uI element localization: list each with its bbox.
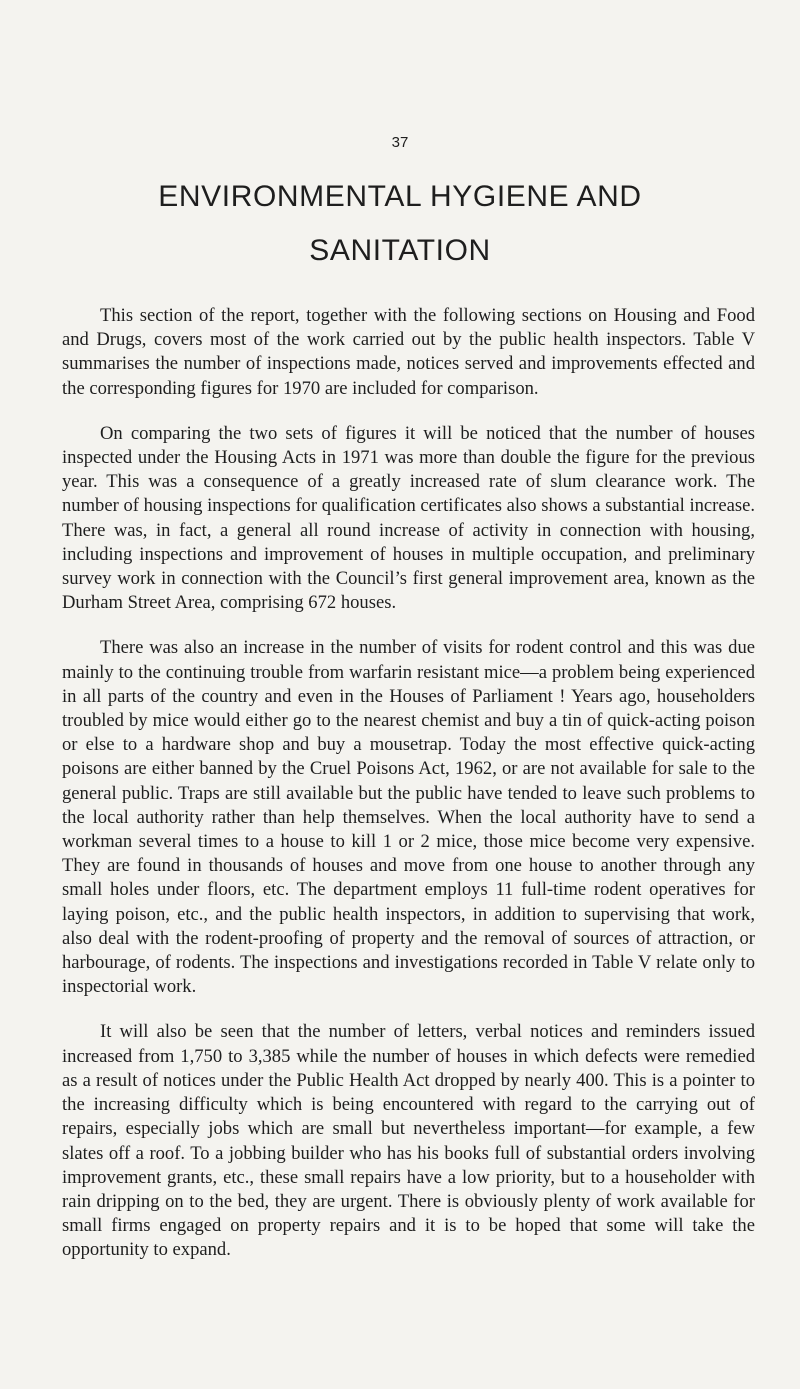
title-line-1: ENVIRONMENTAL HYGIENE AND — [158, 180, 642, 213]
paragraph-1: This section of the report, together with the following sections on Housing and Food and Drugs, covers most of the work carried out by the public health inspectors. Table V summarises the number of inspections made, notices served and improvements effected and the corresponding figures for 1970 are included for comparison. — [62, 305, 755, 399]
paragraph-3: There was also an increase in the number of visits for rodent control and this was due mainly to the continuing trouble from warfarin resistant mice—a problem being experienced in all parts of the country and even in the Houses of Parliament ! Years ago, householders troubled by mice would either go to the nearest chemist and buy a tin of quick-acting poison or else to a hardware shop and buy a mousetrap. Today the most effective quick-acting poisons are either banned by the Cruel Poisons Act, 1962, or are not available for sale to the general public. Traps are still available but the public have tended to leave such problems to the local authority rather than help themselves. When the local authority have to send a workman several times to a house to kill 1 or 2 mice, those mice become very expensive. They are found in thousands of houses and move from one house to another through any small holes under floors, etc. The department employs 11 full-time rodent operatives for laying poison, etc., and the public health inspectors, in addition to supervising that work, also deal with the rodent-proofing of property and the removal of sources of attraction, or harbourage, of rodents. The inspections and investigations recorded in Table V relate only to inspectorial work. — [62, 637, 755, 998]
paragraph-2: On comparing the two sets of figures it will be noticed that the number of houses inspected under the Housing Acts in 1971 was more than double the figure for the previous year. This was a consequence of a greatly increased rate of slum clearance work. The number of housing inspections for qualification certificates also shows a substantial increase. There was, in fact, a general all round increase of activity in connection with housing, including inspections and improvement of houses in multiple occupation, and preliminary survey work in connection with the Council’s first general improvement area, known as the Durham Street Area, comprising 672 houses. — [62, 422, 755, 614]
title-line-2: SANITATION — [309, 234, 491, 267]
page-number: 37 — [391, 134, 409, 151]
paragraph-4: It will also be seen that the number of letters, verbal notices and reminders issued increased from 1,750 to 3,385 while the number of houses in which defects were remedied as a result of notices under the Public Health Act dropped by nearly 400. This is a pointer to the increasing difficulty which is being encountered with regard to the carrying out of repairs, especially jobs which are small but nevertheless important—for example, a few slates off a roof. To a jobbing builder who has his books full of substantial orders involving improvement grants, etc., these small repairs have a low priority, but to a householder with rain dripping on to the bed, they are urgent. There is obviously plenty of work available for small firms engaged on property repairs and it is to be hoped that some will take the opportunity to expand. — [62, 1021, 755, 1261]
page-title — [60, 170, 740, 278]
body-text — [62, 304, 755, 1284]
